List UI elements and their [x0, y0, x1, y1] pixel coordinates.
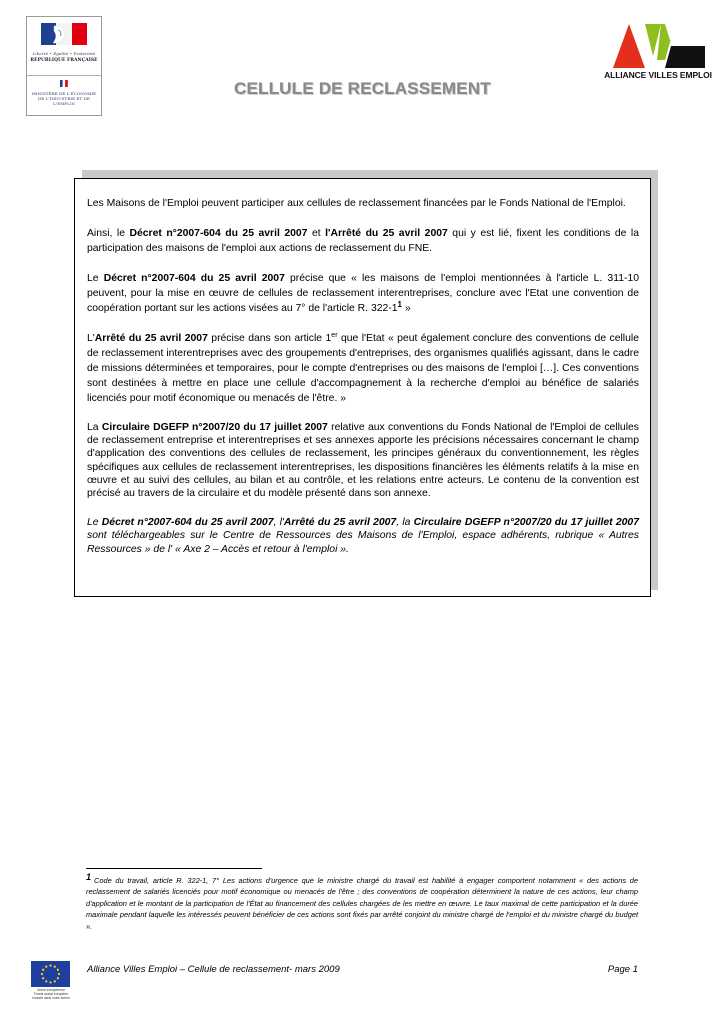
paragraph-intro: Les Maisons de l'Emploi peuvent participer aux cellules de reclassement financées par le Fonds National de l'Emploi. — [87, 198, 626, 209]
ref-decret: Décret n°2007-604 du 25 avril 2007 — [101, 517, 274, 529]
content-text — [87, 196, 639, 571]
paragraph-circulaire: La Circulaire DGEFP n°2007/20 du 17 juillet 2007 relative aux conventions du Fonds National de l'Emploi de cellules de reclassement entreprise et interentreprises et ses annexes apporte les précisions nécessaires concernant le champ d'application des conventions des cellules de reclassement, les principes généraux du conventionnement, les règles spécifiques aux cellules de reclassement interentreprises, les dispositions financières les éléments relatifs à la mise en œuvre et au suivi des cellules, au bilan et au contrôle, et les relations entre acteurs. Le contenu de la convention est précisé au travers de la circulaire et du modèle présenté dans son annexe. — [87, 422, 639, 500]
footer-text: Alliance Villes Emploi – Cellule de reclassement- mars 2009 — [87, 964, 340, 975]
footnote-number: 1 — [86, 872, 92, 882]
rf-motto: Liberté • Égalité • Fraternité — [32, 51, 96, 56]
footnote-text: Code du travail, article R. 322-1, 7° Les actions d'urgence que le ministre chargé du travail est habilité à engager comportent notamment « des actions de reclassement de salariés licenciés pour motif économique ou menacés de l'être ; des conventions de coopération déterminent la nature de ces actions, leur champ d'application et le montant de la participation de l'État au financement des cellules chargées de les mettre en œuvre. Le taux maximal de cette participation et la durée maximale pendant laquelle les intéressés peuvent bénéficier de ces actions sont fixés par arrêté conjoint du ministre chargé de l'emploi et du ministre chargé du budget ». — [86, 876, 638, 931]
government-logos — [26, 16, 102, 116]
ref-decret: Décret n°2007-604 du 25 avril 2007 — [129, 228, 308, 239]
ref-arrete: Arrêté du 25 avril 2007 — [94, 333, 208, 344]
ministere-line-2: DE L'INDUSTRIE ET DE L'EMPLOI — [38, 96, 90, 106]
paragraph-arrete-detail: L'Arrêté du 25 avril 2007 précise dans son article 1er que l'Etat « peut également conclure des conventions de cellule de reclassement interentreprises avec des groupements d'entreprises, des organismes qualifiés agissant, dans le cadre de missions déterminées et temporaires, pour le compte d'entreprises ou des maisons de l'emploi […]. Ces conventions sont destinées à mettre en place une cellule d'accompagnement à la recherche d'emploi au bénéfice de salariés licenciés pour motif économique ou menacés de l'être. » — [87, 332, 639, 404]
ref-circulaire: Circulaire DGEFP n°2007/20 du 17 juillet 2007 — [101, 422, 328, 433]
rf-name: RÉPUBLIQUE FRANÇAISE — [30, 58, 98, 63]
ref-circulaire: Circulaire DGEFP n°2007/20 du 17 juillet 2007 — [413, 517, 639, 529]
republique-francaise-logo — [27, 17, 101, 76]
paragraph-decret-detail: Le Décret n°2007-604 du 25 avril 2007 précise que « les maisons de l'emploi mentionnées à l'article L. 311-10 peuvent, pour la mise en œuvre de cellules de reclassement interentreprises, conclure avec l'Etat une convention de coopération portant sur les actions visées au 7° de l'article R. 322-1$^1$ » — [87, 273, 640, 314]
ref-decret: Décret n°2007-604 du 25 avril 2007 — [103, 273, 285, 284]
paragraph-decret-arrete: Ainsi, le Décret n°2007-604 du 25 avril 2007 et l'Arrêté du 25 avril 2007 qui y est lié, fixent les conditions de la participation des maisons de l'emploi aux actions de reclassement du FNE. — [87, 228, 639, 254]
footnote-ref[interactable]: 1 — [397, 300, 402, 309]
footnote — [86, 872, 638, 932]
eu-flag-icon — [31, 961, 70, 987]
content-box — [74, 178, 651, 597]
page-number: Page 1 — [607, 964, 638, 975]
ministere-line-1: MINISTÈRE DE L'ÉCONOMIE — [31, 91, 97, 96]
ave-logo-name: ALLIANCE VILLES EMPLOI — [604, 70, 712, 80]
footnote-separator — [86, 868, 262, 869]
ref-arrete: Arrêté du 25 avril 2007 — [283, 517, 397, 529]
ref-arrete: l'Arrêté du 25 avril 2007 — [325, 228, 448, 239]
eu-caption: Union européenne Fonds social européen Investit dans votre avenir — [32, 988, 70, 1001]
paragraph-downloads: Le Décret n°2007-604 du 25 avril 2007, l'Arrêté du 25 avril 2007, la Circulaire DGEFP n°2007/20 du 17 juillet 2007 sont téléchargeables sur le Centre de Ressources des Maisons de l'Emploi, espace adhérents, rubrique « Autres Ressources » de l' « Axe 2 – Accès et retour à l'emploi ». — [87, 517, 639, 555]
marianne-flag-icon — [27, 17, 101, 53]
page-title: CELLULE DE RECLASSEMENT — [234, 79, 491, 98]
